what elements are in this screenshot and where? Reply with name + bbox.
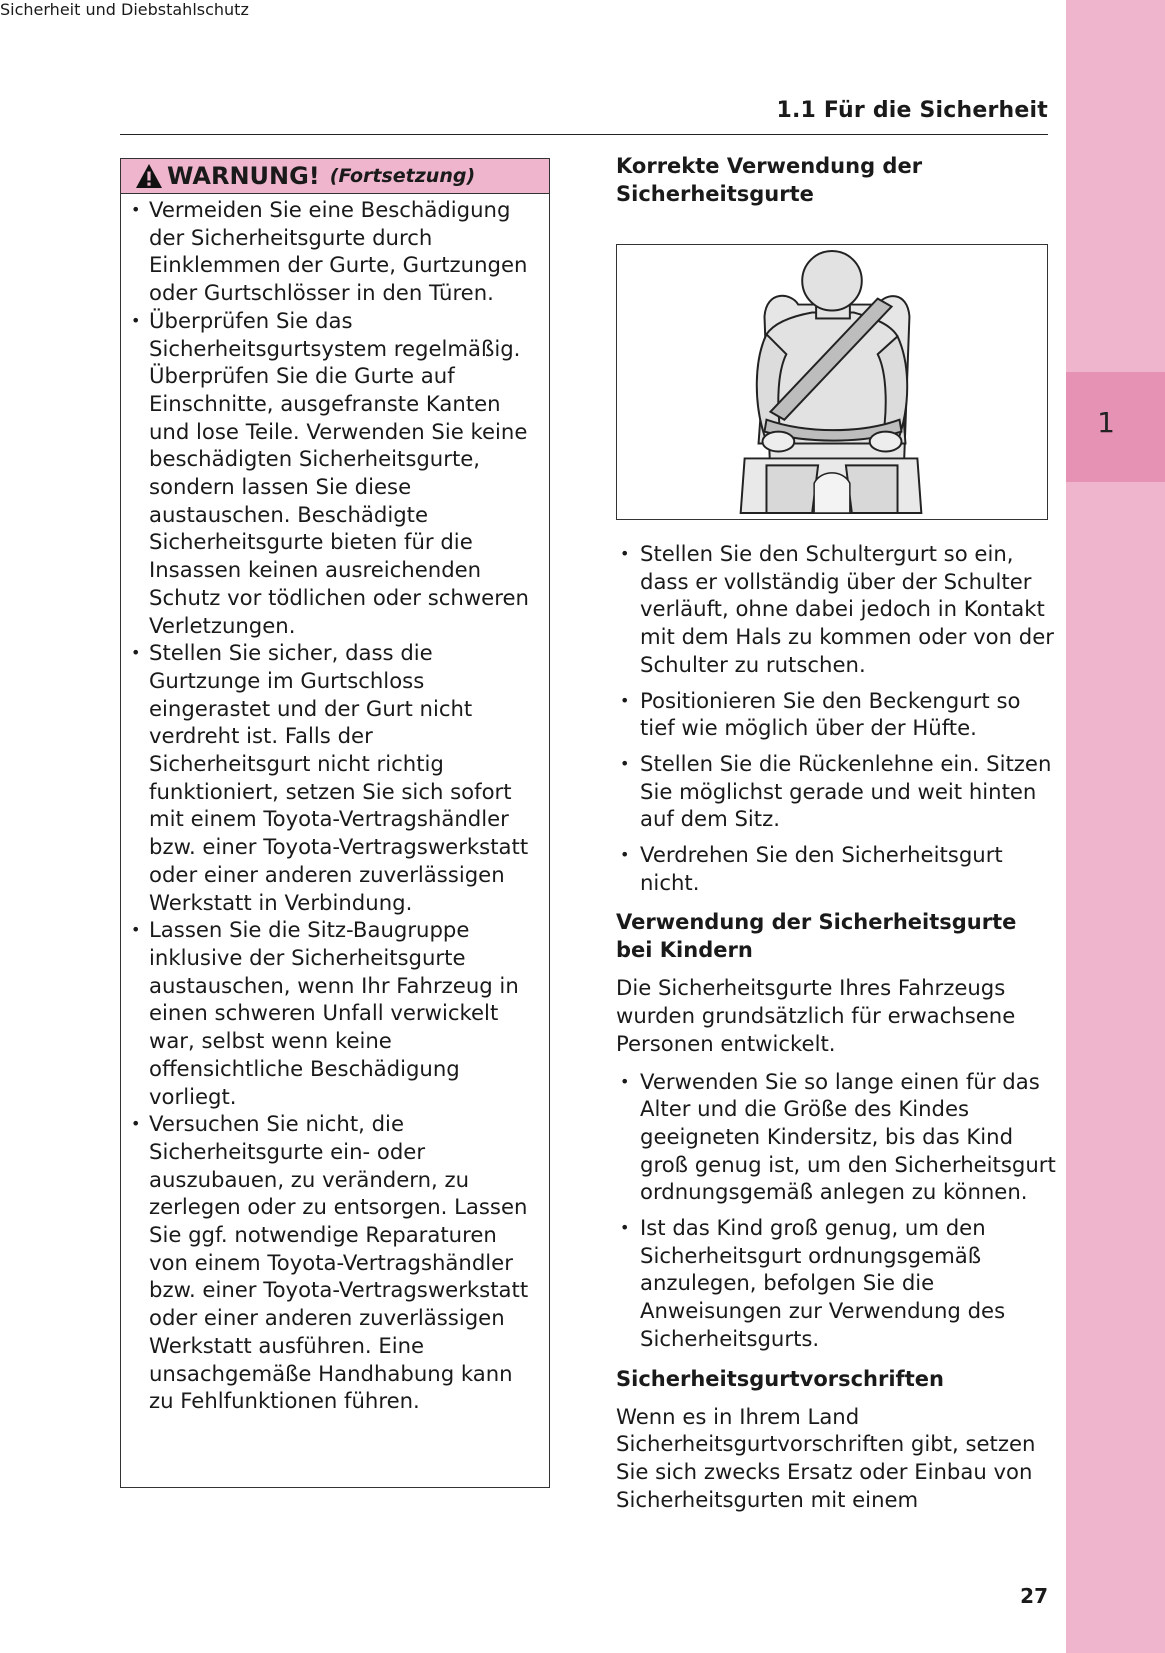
page-number: 27 bbox=[1020, 1584, 1048, 1608]
seated-person-seatbelt-illustration bbox=[617, 245, 1047, 519]
list-item: • Stellen Sie die Rückenlehne ein. Sitzen Sie möglichst gerade und weit hinten auf dem Sitz. bbox=[616, 750, 1056, 833]
chapter-number: 1 bbox=[1097, 406, 1115, 439]
children-list bbox=[616, 1068, 1056, 1353]
warning-triangle-icon bbox=[135, 163, 163, 189]
list-item: • Ist das Kind groß genug, um den Sicherheitsgurt ordnungsgemäß anzulegen, befolgen Sie die Anweisungen zur Verwendung des Sicherheitsgurts. bbox=[616, 1214, 1056, 1353]
section-heading-regulations: Sicherheitsgurtvorschriften bbox=[616, 1366, 944, 1391]
section-title: 1.1 Für die Sicherheit bbox=[776, 98, 1048, 123]
list-item: • Verdrehen Sie den Sicherheitsgurt nicht. bbox=[616, 841, 1056, 896]
chapter-title: Sicherheit und Diebstahlschutz bbox=[0, 0, 249, 19]
section-heading-children: Verwendung der Sicherheitsgurte bei Kindern bbox=[616, 910, 1017, 963]
warning-label: WARNUNG! bbox=[167, 162, 320, 190]
warning-header bbox=[121, 159, 549, 194]
warning-item: • Vermeiden Sie eine Beschädigung der Sicherheitsgurte durch Einklemmen der Gurte, Gurtzungen oder Gurtschlösser in den Türen. bbox=[129, 196, 537, 307]
warning-box bbox=[120, 158, 550, 1488]
regulations-paragraph: Wenn es in Ihrem Land Sicherheitsgurtvorschriften gibt, setzen Sie sich zwecks Ersatz oder Einbau von Sicherheitsgurten mit einem bbox=[616, 1403, 1036, 1512]
section-heading-correct-use: Korrekte Verwendung der Sicherheitsgurte bbox=[616, 154, 923, 206]
children-intro-paragraph: Die Sicherheitsgurte Ihres Fahrzeugs wurden grundsätzlich für erwachsene Personen entwickelt. bbox=[616, 975, 1016, 1056]
warning-item: • Überprüfen Sie das Sicherheitsgurtsystem regelmäßig. Überprüfen Sie die Gurte auf Einschnitte, ausgefranste Kanten und lose Teile. Verwenden Sie keine beschädigten Sicherheitsgurte, sondern lassen Sie diese austauschen. Beschädigte Sicherheitsgurte bieten für die Insassen keinen ausreichenden Schutz vor tödlichen oder schweren Verletzungen. bbox=[129, 307, 537, 639]
seatbelt-illustration bbox=[616, 244, 1048, 520]
warning-list bbox=[121, 194, 549, 1415]
warning-item: • Versuchen Sie nicht, die Sicherheitsgurte ein- oder auszubauen, zu verändern, zu zerlegen oder zu entsorgen. Lassen Sie ggf. notwendige Reparaturen von einem Toyota-Vertragshändler bzw. einer Toyota-Vertragswerkstatt oder einer anderen zuverlässigen Werkstatt ausführen. Eine unsachgemäße Handhabung kann zu Fehlfunktionen führen. bbox=[129, 1110, 537, 1415]
list-item: • Verwenden Sie so lange einen für das Alter und die Größe des Kindes geeigneten Kindersitz, bis das Kind groß genug ist, um den Sicherheitsgurt ordnungsgemäß anlegen zu können. bbox=[616, 1068, 1056, 1207]
right-column bbox=[616, 152, 1056, 1523]
list-item: • Positionieren Sie den Beckengurt so tief wie möglich über der Hüfte. bbox=[616, 687, 1056, 742]
warning-item: • Lassen Sie die Sitz-Baugruppe inklusive der Sicherheitsgurte austauschen, wenn Ihr Fahrzeug in einen schweren Unfall verwickelt war, selbst wenn keine offensichtliche Beschädigung vorliegt. bbox=[129, 916, 537, 1110]
correct-use-list bbox=[616, 540, 1056, 896]
page-header bbox=[120, 98, 1048, 135]
chapter-title-vertical bbox=[0, 0, 249, 19]
warning-continuation: (Fortsetzung) bbox=[329, 165, 476, 187]
list-item: • Stellen Sie den Schultergurt so ein, dass er vollständig über der Schulter verläuft, ohne dabei jedoch in Kontakt mit dem Hals zu kommen oder von der Schulter zu rutschen. bbox=[616, 540, 1056, 679]
chapter-side-tab bbox=[1066, 0, 1165, 1653]
warning-item: • Stellen Sie sicher, dass die Gurtzunge im Gurtschloss eingerastet und der Gurt nicht verdreht ist. Falls der Sicherheitsgurt nicht richtig funktioniert, setzen Sie sich sofort mit einem Toyota-Vertragshändler bzw. einer Toyota-Vertragswerkstatt oder einer anderen zuverlässigen Werkstatt in Verbindung. bbox=[129, 639, 537, 916]
